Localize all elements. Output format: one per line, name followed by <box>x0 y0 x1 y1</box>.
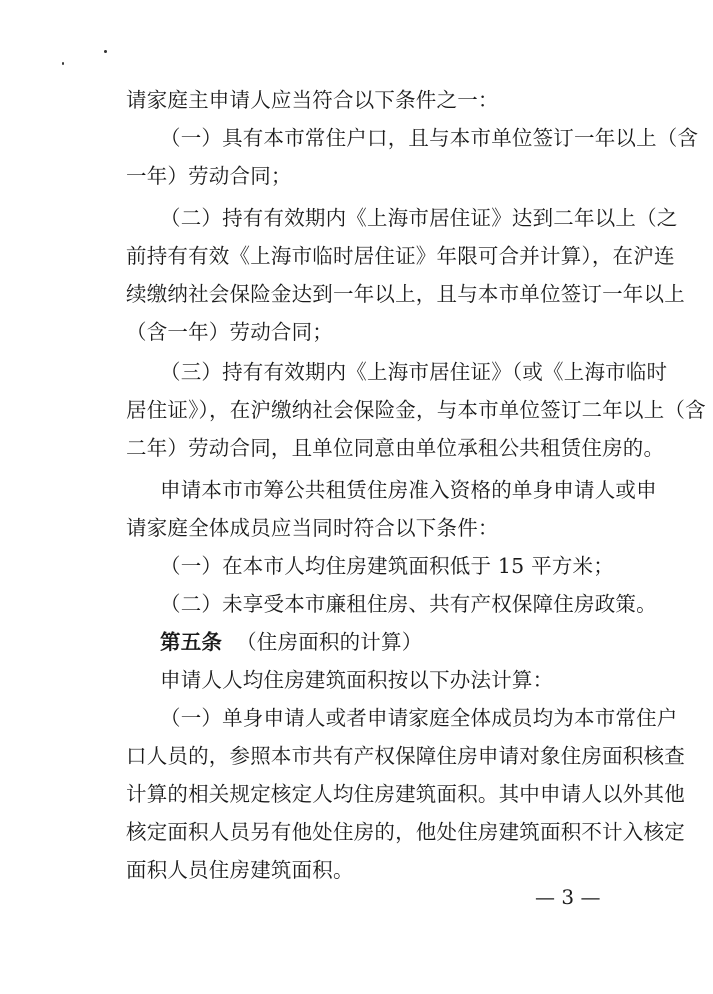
scan-speck <box>62 62 64 65</box>
paragraph-line: 申请本市市筹公共租赁住房准入资格的单身申请人或申 <box>160 478 657 502</box>
article-title: 第五条 <box>160 630 223 654</box>
paragraph-line: 申请人人均住房建筑面积按以下办法计算： <box>160 668 554 692</box>
paragraph-line: 面积人员住房建筑面积。 <box>126 858 354 882</box>
scan-speck <box>104 50 107 53</box>
paragraph-line: 口人员的，参照本市共有产权保障住房申请对象住房面积核查 <box>126 744 685 768</box>
paragraph-line: （二）持有有效期内《上海市居住证》达到二年以上（之 <box>160 206 678 230</box>
paragraph-line: （含一年）劳动合同； <box>126 320 333 344</box>
paragraph-line: 请家庭主申请人应当符合以下条件之一： <box>126 88 499 112</box>
paragraph-line: 请家庭全体成员应当同时符合以下条件： <box>126 516 499 540</box>
paragraph-line: 核定面积人员另有他处住房的，他处住房建筑面积不计入核定 <box>126 820 685 844</box>
article-heading <box>160 628 626 656</box>
paragraph-line: （一）具有本市常住户口，且与本市单位签订一年以上（含 <box>160 126 699 150</box>
paragraph-line: （二）未享受本市廉租住房、共有产权保障住房政策。 <box>160 592 657 616</box>
paragraph-line: 续缴纳社会保险金达到一年以上，且与本市单位签订一年以上 <box>126 282 685 306</box>
paragraph-line: （三）持有有效期内《上海市居住证》（或《上海市临时 <box>160 360 668 384</box>
paragraph-line: 居住证》），在沪缴纳社会保险金，与本市单位签订二年以上（含 <box>126 398 706 422</box>
page-number: — 3 — <box>535 885 601 909</box>
paragraph-line: 计算的相关规定核定人均住房建筑面积。其中申请人以外其他 <box>126 782 685 806</box>
paragraph-line: （一）单身申请人或者申请家庭全体成员均为本市常住户 <box>160 706 678 730</box>
article-subtitle: （住房面积的计算） <box>236 630 423 654</box>
paragraph-line: 前持有有效《上海市临时居住证》年限可合并计算），在沪连 <box>126 244 675 268</box>
paragraph-line: （一）在本市人均住房建筑面积低于 15 平方米； <box>160 554 614 578</box>
paragraph-line: 一年）劳动合同； <box>126 164 292 188</box>
paragraph-line: 二年）劳动合同，且单位同意由单位承租公共租赁住房的。 <box>126 436 665 460</box>
